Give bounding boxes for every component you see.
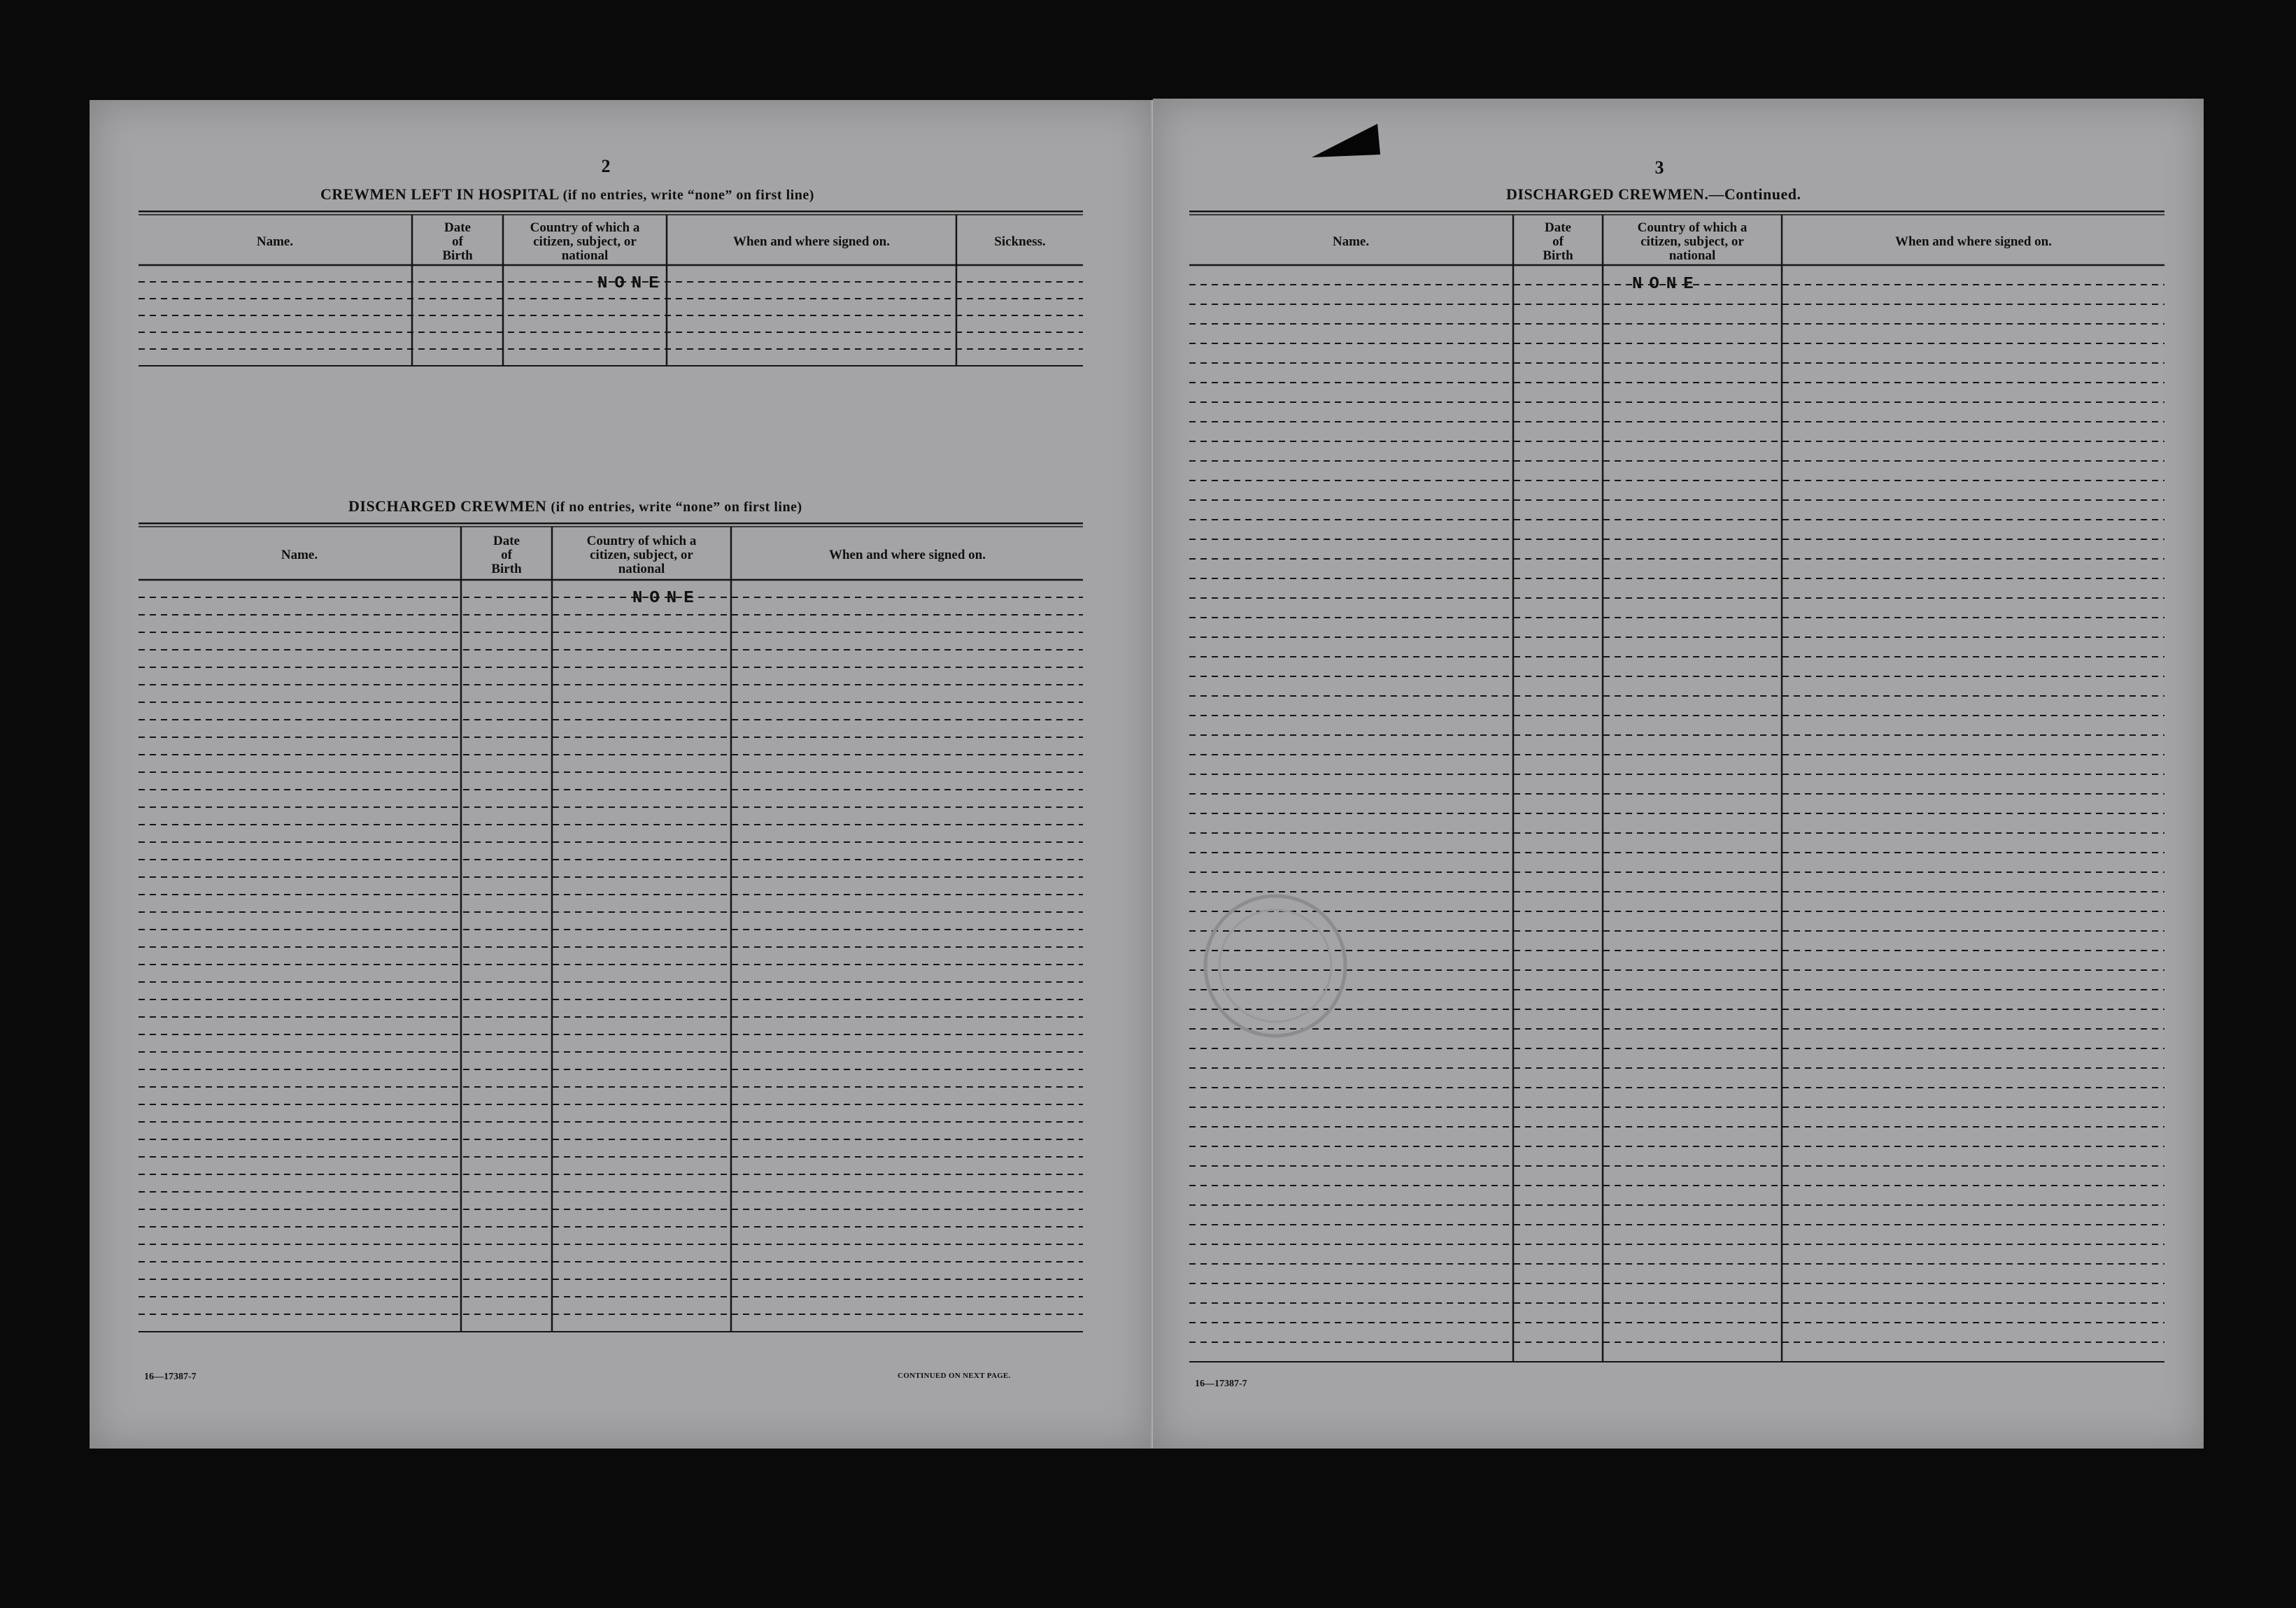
discharged-title-text: DISCHARGED CREWMEN: [348, 497, 547, 515]
page-number: 2: [601, 156, 611, 176]
col-header-country: Country of which a citizen, subject, or national: [530, 220, 640, 263]
col-header-name: Name.: [281, 548, 318, 562]
faded-stamp: [1195, 889, 1363, 1057]
discharged-none-entry: NONE: [632, 589, 701, 608]
hospital-title-text: CREWMEN LEFT IN HOSPITAL: [320, 185, 559, 203]
col-header-country: Country of which a citizen, subject, or national: [586, 534, 697, 576]
discharged-section-title: [348, 497, 802, 515]
hospital-none-entry: NONE: [597, 274, 666, 293]
left-page: [90, 100, 1153, 1449]
col-header-date-of-birth: Date of Birth: [491, 534, 522, 576]
continued-none-entry: NONE: [1632, 275, 1701, 294]
col-header-sickness: Sickness.: [994, 234, 1046, 249]
page-number: 3: [1654, 157, 1664, 178]
right-page: [1153, 99, 2204, 1449]
col-header-date-of-birth: Date of Birth: [442, 220, 473, 263]
form-number: 16—17387-7: [144, 1372, 197, 1382]
continued-note: CONTINUED ON NEXT PAGE.: [898, 1372, 1011, 1380]
col-header-signed-on: When and where signed on.: [732, 234, 890, 249]
discharged-continued-table-grid: [1189, 211, 2164, 1374]
col-header-country: Country of which a citizen, subject, or national: [1637, 220, 1748, 263]
col-header-signed-on: When and where signed on.: [1894, 234, 2052, 249]
col-header-name: Name.: [1332, 234, 1370, 249]
corner-tab: [1310, 121, 1387, 163]
discharged-title-note: (if no entries, write “none” on first line): [551, 499, 802, 515]
discharged-table: [139, 522, 1083, 1362]
discharged-table-grid: [139, 522, 1083, 1362]
form-number: 16—17387-7: [1195, 1379, 1247, 1389]
col-header-name: Name.: [256, 234, 294, 249]
col-header-date-of-birth: Date of Birth: [1543, 220, 1573, 263]
continued-section-title: DISCHARGED CREWMEN.—Continued.: [1506, 185, 1801, 203]
hospital-table: [139, 211, 1083, 574]
hospital-section-title: [320, 185, 814, 204]
hospital-table-grid: [139, 211, 1083, 574]
hospital-title-note: (if no entries, write “none” on first line): [562, 187, 814, 203]
col-header-signed-on: When and where signed on.: [828, 548, 986, 562]
discharged-continued-table: [1189, 211, 2164, 1374]
